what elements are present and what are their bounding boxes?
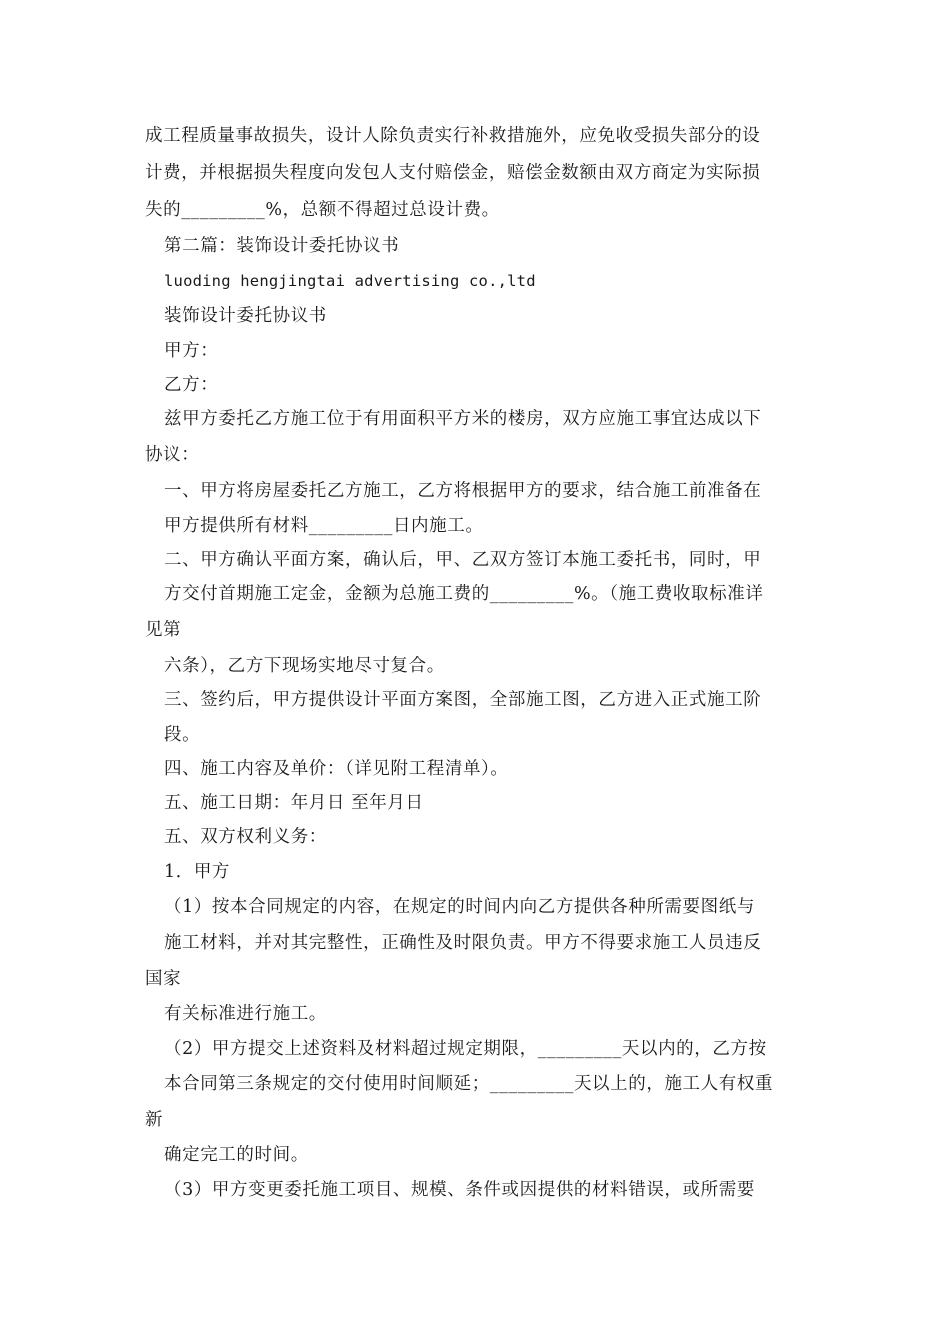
clause-3: 三、签约后，甲方提供设计平面方案图，全部施工图，乙方进入正式施工阶 xyxy=(164,690,762,710)
text-line: 协议： xyxy=(145,445,200,465)
text-line: 见第 xyxy=(145,620,182,640)
text-line: 国家 xyxy=(145,969,182,989)
text-line: 段。 xyxy=(164,725,201,745)
text-line: 成工程质量事故损失，设计人除负责实行补救措施外，应免收受损失部分的设 xyxy=(145,126,761,146)
clause-rights: 五、双方权利义务： xyxy=(164,827,327,847)
text-line: 施工材料，并对其完整性，正确性及时限负责。甲方不得要求施工人员违反 xyxy=(164,933,762,953)
text-line: 甲方提供所有材料_________日内施工。 xyxy=(164,516,484,536)
text-line: 本合同第三条规定的交付使用时间顺延；_________天以上的，施工人有权重 xyxy=(164,1074,774,1094)
text-line: 新 xyxy=(145,1110,164,1130)
item-3: （3）甲方变更委托施工项目、规模、条件或因提供的材料错误，或所需要 xyxy=(164,1180,755,1200)
text-line: 计费，并根据损失程度向发包人支付赔偿金，赔偿金数额由双方商定为实际损 xyxy=(145,163,761,183)
item-1: （1）按本合同规定的内容，在规定的时间内向乙方提供各种所需要图纸与 xyxy=(164,897,755,917)
document-title: 装饰设计委托协议书 xyxy=(164,306,327,326)
text-line: 方交付首期施工定金，金额为总施工费的_________%。（施工费收取标准详 xyxy=(164,584,764,604)
party-b-label: 乙方： xyxy=(164,375,219,395)
item-2: （2）甲方提交上述资料及材料超过规定期限，_________天以内的，乙方按 xyxy=(164,1039,767,1059)
text-line: 有关标准进行施工。 xyxy=(164,1004,327,1024)
company-name: luoding hengjingtai advertising co.,ltd xyxy=(164,272,536,290)
clause-2: 二、甲方确认平面方案，确认后，甲、乙双方签订本施工委托书，同时，甲 xyxy=(164,550,762,570)
text-line: 六条），乙方下现场实地尽寸复合。 xyxy=(164,656,445,676)
text-line: 确定完工的时间。 xyxy=(164,1145,309,1165)
clause-4: 四、施工内容及单价：（详见附工程清单）。 xyxy=(164,759,509,779)
clause-1: 一、甲方将房屋委托乙方施工，乙方将根据甲方的要求，结合施工前准备在 xyxy=(164,481,762,501)
party-a-label: 甲方： xyxy=(164,341,219,361)
text-line: 失的_________%，总额不得超过总设计费。 xyxy=(145,200,500,220)
text-line: 兹甲方委托乙方施工位于有用面积平方米的楼房，双方应施工事宜达成以下 xyxy=(164,409,762,429)
section-heading: 第二篇：装饰设计委托协议书 xyxy=(164,236,400,256)
clause-5: 五、施工日期：年月日 至年月日 xyxy=(164,793,424,813)
sub-heading-party-a: 1．甲方 xyxy=(164,862,231,882)
